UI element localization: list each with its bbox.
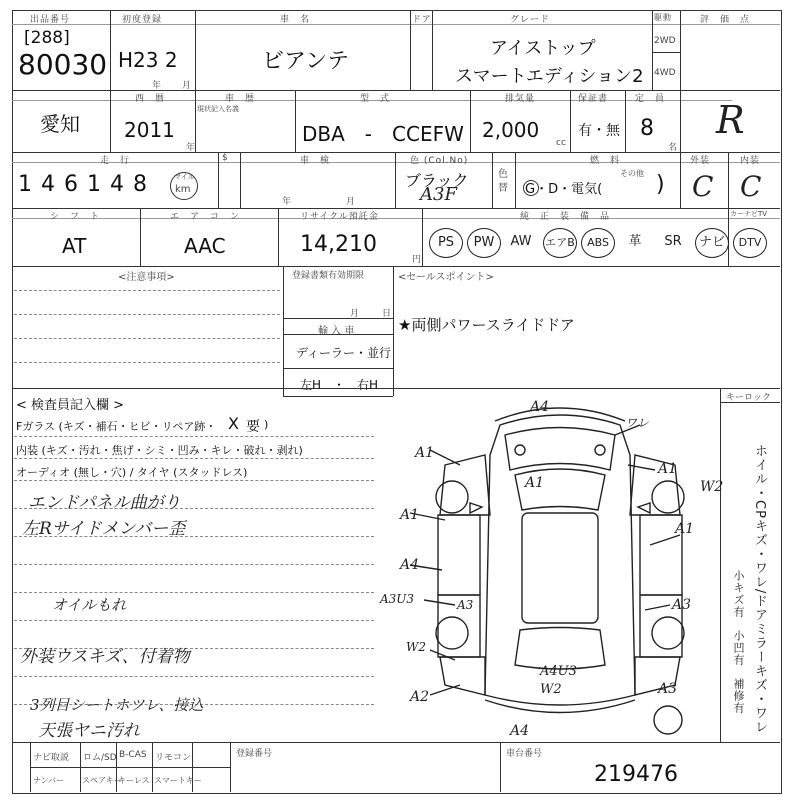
right-mirror bbox=[638, 503, 650, 513]
hand-note-6: 天張ヤニ汚れ bbox=[38, 721, 140, 741]
reg-month: 月 bbox=[350, 309, 360, 319]
footer-item-smart-key: スマートキー bbox=[154, 776, 202, 785]
hand-note-1: エンドパネル曲がり bbox=[28, 493, 181, 513]
reg-day: 日 bbox=[382, 309, 392, 319]
equipment-item: エアB bbox=[543, 228, 577, 258]
damage-mark: A4 bbox=[510, 723, 530, 739]
rear-left-wheel bbox=[436, 617, 468, 649]
rear-window bbox=[515, 628, 605, 670]
grade-line-2: スマートエディション2 bbox=[455, 66, 644, 87]
capacity-unit: 名 bbox=[668, 143, 678, 153]
interior-label: 内装 bbox=[740, 156, 761, 166]
displacement-label: 排気量 bbox=[505, 94, 536, 104]
recycle-value: 14,210 bbox=[300, 232, 377, 257]
inspection-year: 年 bbox=[282, 197, 292, 207]
fuel-value: G・D・電気( bbox=[525, 182, 603, 197]
glass-note: Fガラス (キズ・補石・ヒビ・リペア跡・ bbox=[16, 420, 217, 433]
color-code: A3F bbox=[420, 184, 457, 205]
car-name-label: 車 名 bbox=[280, 15, 311, 25]
damage-mark: A3U3 bbox=[380, 592, 415, 606]
audio-tire-note: オーディオ (無し・穴) / タイヤ (スタッドレス) bbox=[16, 466, 248, 479]
drive-4wd: 4WD bbox=[654, 68, 676, 78]
inspection-month: 月 bbox=[346, 197, 356, 207]
left-front-door bbox=[438, 515, 480, 595]
interior-note: 内装 (キズ・汚れ・焦げ・シミ・凹み・キレ・破れ・剥れ) bbox=[16, 444, 303, 457]
ac-label: エ ア コ ン bbox=[170, 212, 241, 222]
front-right-wheel bbox=[652, 481, 684, 513]
fuel-close: ) bbox=[656, 172, 665, 197]
equipment-item: DTV bbox=[733, 228, 767, 258]
drive-2wd: 2WD bbox=[654, 36, 676, 46]
mileage-value: 146148 bbox=[18, 172, 156, 197]
footer-item-bcas: B-CAS bbox=[119, 750, 147, 760]
recycle-label: リサイクル預託金 bbox=[300, 212, 379, 222]
drive-label: 駆動 bbox=[654, 13, 672, 22]
lot-prefix: [288] bbox=[24, 28, 70, 48]
damage-mark: A1 bbox=[415, 445, 435, 461]
damage-mark: A1 bbox=[658, 461, 678, 477]
region: 愛知 bbox=[40, 112, 80, 136]
damage-mark: W2 bbox=[540, 682, 562, 697]
equipment-item: PW bbox=[467, 228, 501, 258]
footer-item-keyless: キーレス bbox=[118, 776, 150, 785]
model-code: DBA - CCEFW bbox=[302, 122, 464, 146]
car-body-outline bbox=[485, 415, 635, 705]
interior-value: C bbox=[740, 170, 762, 203]
car-diagram bbox=[380, 395, 724, 740]
displacement: 2,000 bbox=[482, 118, 540, 142]
equipment-item: AW bbox=[510, 234, 532, 249]
equipment-item: PS bbox=[429, 228, 463, 258]
rear-right-wheel bbox=[652, 617, 684, 649]
equipment-item: ナビ bbox=[695, 228, 729, 258]
left-headlight bbox=[515, 445, 525, 455]
grade-label: グレード bbox=[510, 15, 551, 25]
equipment-label: 純 正 装 備 品 bbox=[520, 212, 611, 222]
score-label: 評 価 点 bbox=[700, 15, 751, 25]
fuel-other: その他 bbox=[620, 169, 644, 178]
year-label: 西 暦 bbox=[135, 94, 166, 104]
first-reg-value: H23 2 bbox=[118, 48, 178, 72]
import-value: ディーラー・並行 bbox=[296, 346, 392, 360]
mileage-label: 走 行 bbox=[100, 156, 131, 166]
footer-item-rom: ロム/SD bbox=[83, 753, 117, 763]
side-note-1: ホイル・CPキズ・ワレ/ドアミラーキズ・ワレ bbox=[752, 444, 767, 735]
chassis-number: 219476 bbox=[594, 762, 678, 787]
first-reg-month-mark: 月 bbox=[182, 81, 192, 91]
mileage-unit-label: $ bbox=[222, 153, 229, 163]
color-change: 色替 bbox=[498, 169, 508, 194]
equipment-list bbox=[425, 228, 780, 260]
right-headlight bbox=[595, 445, 605, 455]
damage-mark: A4U3 bbox=[540, 664, 577, 679]
hand-note-4: 外装ウスキズ、付着物 bbox=[20, 647, 190, 667]
spare-wheel bbox=[654, 706, 682, 734]
doors-label: ドア bbox=[412, 15, 432, 25]
exterior-label: 外装 bbox=[690, 156, 711, 166]
damage-mark: A2 bbox=[410, 689, 430, 705]
color-name: ブラック bbox=[405, 171, 469, 190]
lot-number: 80030 bbox=[18, 48, 108, 81]
keylock-label: キーロック bbox=[726, 393, 771, 403]
warranty-label: 保証書 bbox=[578, 94, 609, 104]
damage-mark: A1 bbox=[525, 475, 545, 491]
capacity-label: 定 員 bbox=[635, 94, 666, 104]
damage-mark: A3 bbox=[672, 597, 692, 613]
navi-tv-label: カーナビTV bbox=[730, 210, 768, 218]
damage-mark: A3 bbox=[457, 598, 474, 612]
lot-label: 出品番号 bbox=[30, 15, 71, 25]
roof-panel bbox=[522, 513, 598, 623]
front-left-wheel bbox=[436, 481, 468, 513]
exterior-value: C bbox=[692, 170, 714, 203]
registration-label: 登録書類有効期限 bbox=[292, 271, 365, 281]
score-value: R bbox=[716, 98, 745, 142]
footer-item-navi: ナビ取説 bbox=[33, 753, 70, 763]
reg-number-label: 登録番号 bbox=[236, 749, 273, 759]
yen-unit: 円 bbox=[412, 255, 422, 265]
damage-mark: A1 bbox=[400, 507, 420, 523]
damage-mark: W2 bbox=[700, 479, 724, 495]
rear-bumper bbox=[485, 700, 635, 713]
year-mark: 年 bbox=[186, 143, 196, 153]
equipment-item: SR bbox=[664, 234, 682, 249]
first-reg-year-mark: 年 bbox=[152, 81, 162, 91]
glass-required: 要 bbox=[246, 419, 260, 435]
inspection-label: 車 検 bbox=[300, 156, 331, 166]
glass-close: ) bbox=[264, 418, 269, 431]
damage-mark: W2 bbox=[406, 640, 426, 654]
inspector-label: < 検査員記入欄 > bbox=[16, 398, 125, 413]
car-name: ビアンテ bbox=[262, 49, 350, 74]
damage-mark: A1 bbox=[675, 521, 695, 537]
steering-value: 左H ・ 右H bbox=[300, 378, 379, 392]
damage-mark: A4 bbox=[400, 557, 420, 573]
first-reg-label: 初度登録 bbox=[122, 15, 163, 25]
model-year: 2011 bbox=[124, 118, 175, 142]
shift-label: シ フ ト bbox=[50, 212, 101, 222]
cc-unit: cc bbox=[556, 138, 566, 148]
chassis-label: 車台番号 bbox=[506, 749, 543, 759]
sales-point-label: <セールスポイント> bbox=[398, 272, 494, 283]
damage-mark: A3 bbox=[658, 681, 678, 697]
left-mirror bbox=[470, 503, 482, 513]
hand-note-3: オイルもれ bbox=[52, 596, 127, 614]
side-note-2: 小キズ有 小凹有 補修有 bbox=[732, 570, 745, 714]
hood bbox=[505, 428, 615, 471]
glass-x-mark: X bbox=[228, 414, 239, 433]
grade-line-1: アイストップ bbox=[490, 38, 596, 59]
warranty-value: 有・無 bbox=[578, 123, 620, 139]
equipment-item: 革 bbox=[628, 234, 642, 249]
damage-mark: A4 bbox=[530, 399, 550, 415]
import-label: 輸 入 車 bbox=[318, 326, 355, 337]
footer-item-spare-key: スペアキー bbox=[82, 776, 122, 785]
history-label: 車 歴 bbox=[225, 94, 256, 104]
footer-item-plate: ナンバー bbox=[33, 776, 65, 785]
sales-point: ★両側パワースライドドア bbox=[398, 316, 575, 334]
shift-value: AT bbox=[62, 234, 87, 258]
capacity: 8 bbox=[640, 116, 654, 141]
km-unit: km bbox=[175, 184, 191, 195]
mile-unit: マイル bbox=[174, 173, 195, 181]
caution-label: <注意事項> bbox=[118, 272, 175, 283]
hand-note-5: 3列目シートホツレ、接込 bbox=[30, 696, 204, 714]
fuel-label: 燃 料 bbox=[590, 156, 621, 166]
damage-mark: ワレ bbox=[625, 416, 650, 430]
model-label: 型 式 bbox=[360, 94, 391, 104]
footer-item-remote: リモコン bbox=[155, 753, 192, 763]
hand-note-2: 左Rサイドメンバー歪 bbox=[22, 519, 186, 539]
equipment-item: ABS bbox=[581, 228, 615, 258]
ac-value: AAC bbox=[184, 234, 226, 258]
history-note: 現状記入名義 bbox=[197, 105, 239, 113]
color-label: 色 (Col.No) bbox=[410, 156, 469, 166]
